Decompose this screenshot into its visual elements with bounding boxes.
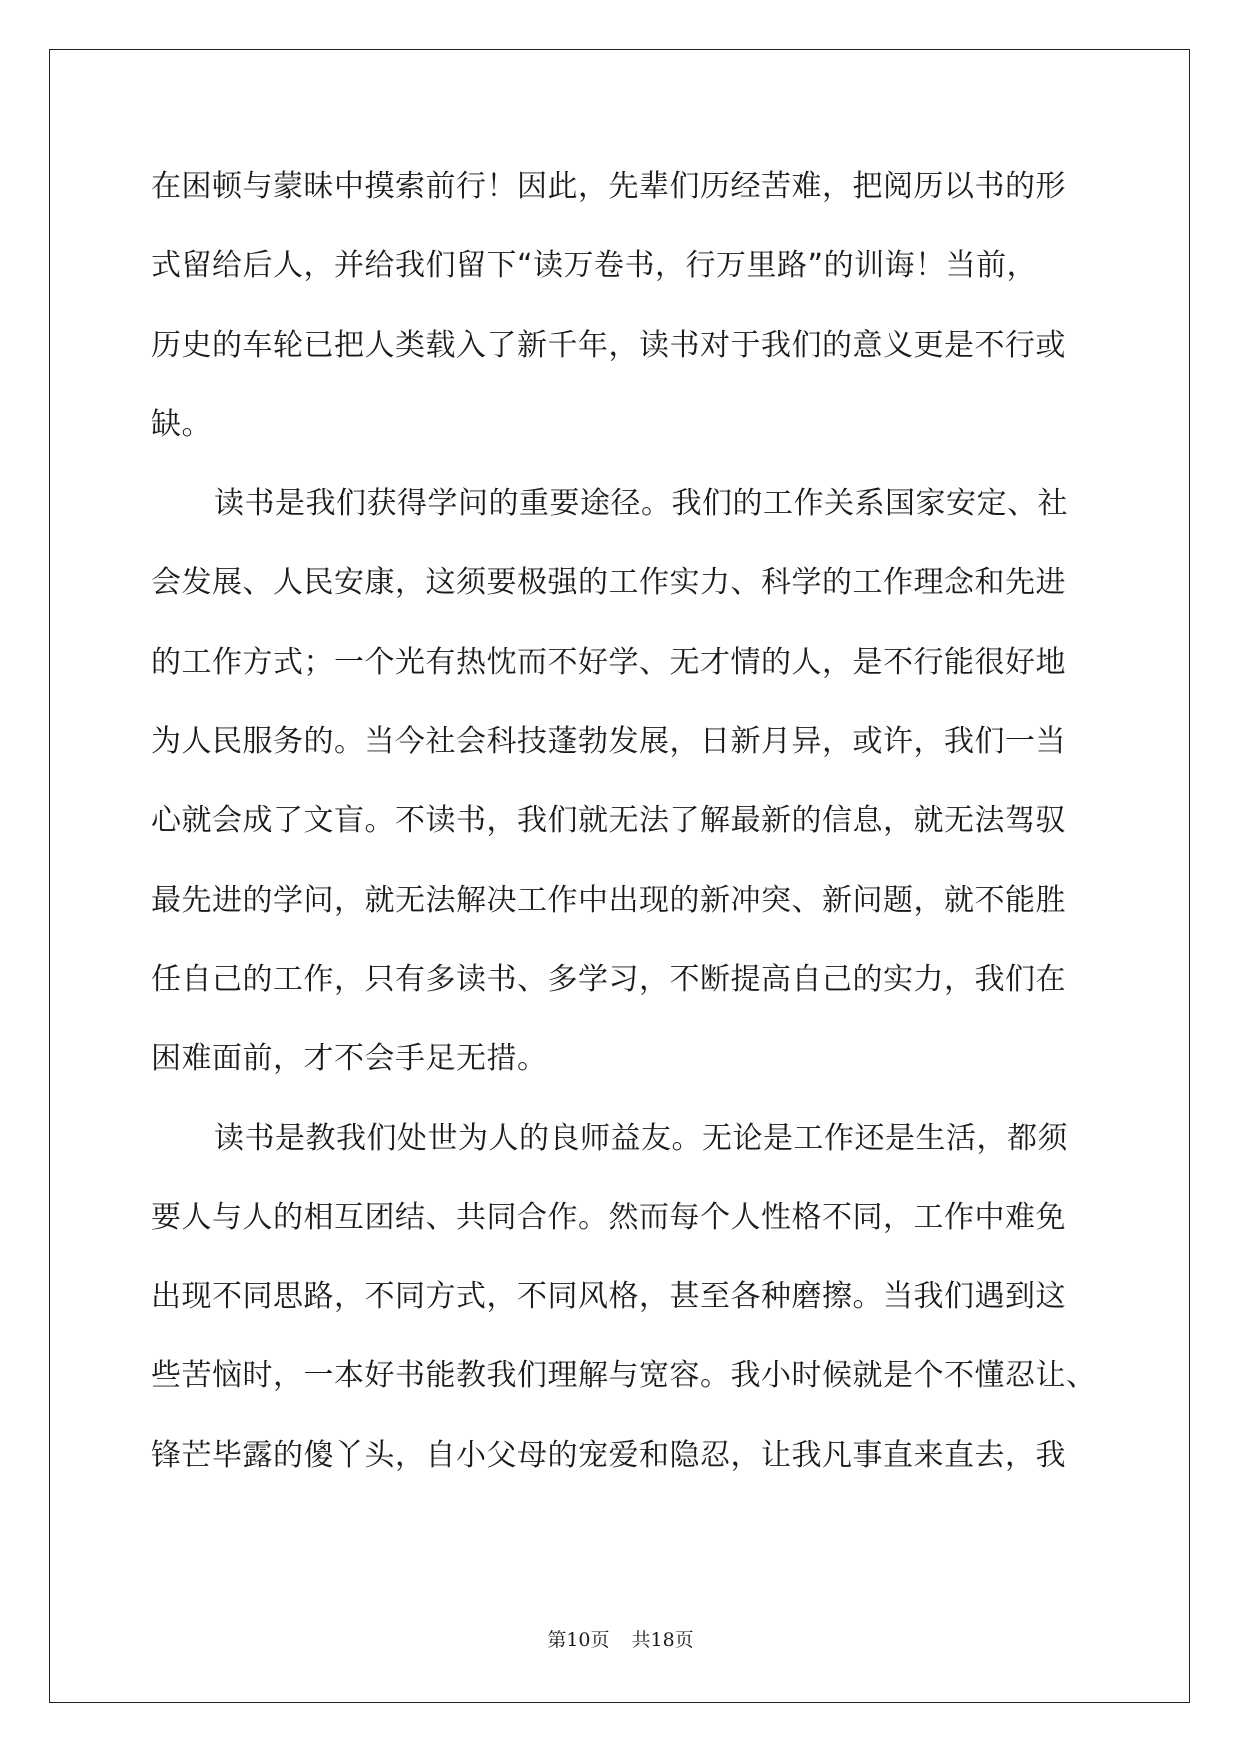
text-line: 为人民服务的。当今社会科技蓬勃发展，日新月异，或许，我们一当 xyxy=(151,724,1066,760)
text-line: 缺。 xyxy=(151,406,212,442)
page-total: 共18页 xyxy=(631,1629,694,1651)
text-line: 的工作方式；一个光有热忱而不好学、无才情的人，是不行能很好地 xyxy=(151,644,1066,680)
document-body xyxy=(151,160,1111,1508)
paragraph-start-line: 读书是教我们处世为人的良师益友。无论是工作还是生活，都须 xyxy=(214,1120,1068,1156)
text-line: 困难面前，才不会手足无措。 xyxy=(151,1041,548,1077)
text-line: 心就会成了文盲。不读书，我们就无法了解最新的信息，就无法驾驭 xyxy=(151,803,1066,839)
text-line: 历史的车轮已把人类载入了新千年，读书对于我们的意义更是不行或 xyxy=(151,327,1066,363)
text-line: 要人与人的相互团结、共同合作。然而每个人性格不同，工作中难免 xyxy=(151,1199,1066,1235)
page-number: 第10页 xyxy=(547,1629,610,1651)
text-line: 在困顿与蒙昧中摸索前行！因此，先辈们历经苦难，把阅历以书的形 xyxy=(151,169,1066,204)
text-line: 会发展、人民安康，这须要极强的工作实力、科学的工作理念和先进 xyxy=(151,565,1066,601)
text-line: 出现不同思路，不同方式，不同风格，甚至各种磨擦。当我们遇到这 xyxy=(151,1279,1066,1315)
page-footer xyxy=(0,1625,1241,1652)
text-line: 任自己的工作，只有多读书、多学习，不断提高自己的实力，我们在 xyxy=(151,961,1066,997)
text-line: 锋芒毕露的傻丫头，自小父母的宠爱和隐忍，让我凡事直来直去，我 xyxy=(151,1437,1066,1473)
paragraph-start-line: 读书是我们获得学问的重要途径。我们的工作关系国家安定、社 xyxy=(214,486,1068,522)
text-line: 式留给后人，并给我们留下“读万卷书，行万里路”的训诲！当前， xyxy=(151,248,1038,284)
text-line: 最先进的学问，就无法解决工作中出现的新冲突、新问题，就不能胜 xyxy=(151,882,1066,918)
text-line: 些苦恼时，一本好书能教我们理解与宽容。我小时候就是个不懂忍让、 xyxy=(151,1358,1097,1394)
